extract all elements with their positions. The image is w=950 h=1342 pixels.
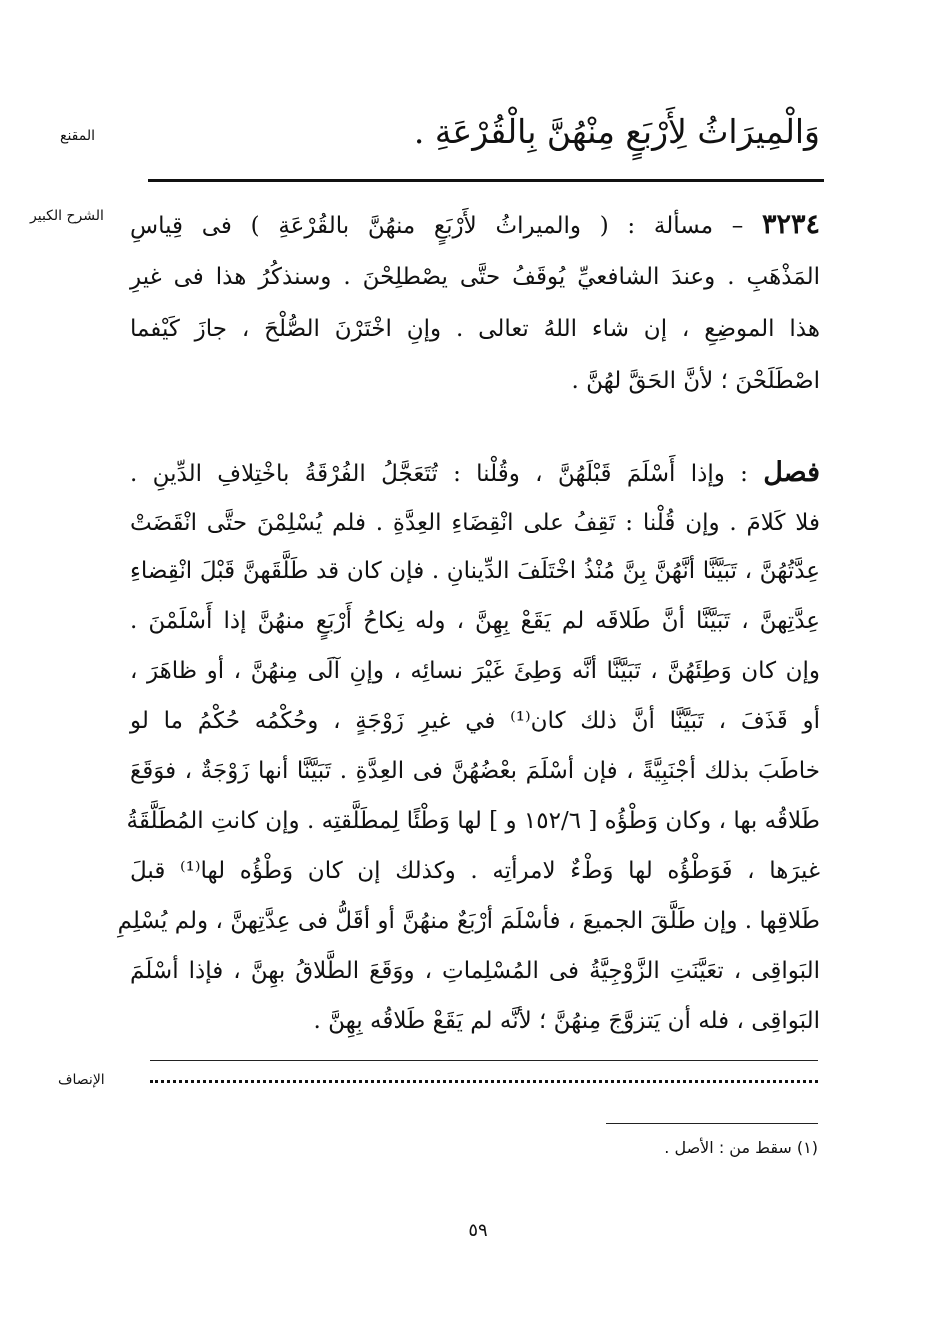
paragraph2-line-8: طَلاقُه بها ، وكان وَطْؤُه [ ١٥٢/٦ و ] لها وَطْئًا لِمطَلَّقتِه . وإن كانتِ المُطَلَّقَةُ <box>126 808 820 834</box>
paragraph2-line-9: غيرَها ، فَوَطْؤُه لها وَطْءٌ لامرأتِه . وكذلك إن كان وَطْؤُه لها⁽¹⁾ قبلَ <box>130 858 820 884</box>
paragraph2-line-4: عِدَّتِهنَّ ، تَبَيَّنَّا أنَّ طَلاقَه لم يَقَعْ بِهِنَّ ، وله نِكاحُ أَرْبَعٍ منهُنَّ إذا أَسْلَمْنَ . <box>130 608 820 634</box>
footnote-rule <box>606 1123 818 1124</box>
header-text: وَالْمِيرَاثُ لِأَرْبَعٍ مِنْهُنَّ بِالْقُرْعَةِ . <box>413 112 820 151</box>
paragraph2-line-7: خاطَبَ بذلك أجْنَبِيَّةً ، فإن أسْلَمَ بعْضُهُنَّ فى العِدَّةِ . تَبَيَّنَّا أنها زَوْجَةٌ ، فوَقَعَ <box>130 758 820 784</box>
issue-number: ٣٢٣٤ <box>761 209 820 240</box>
paragraph2-line-3: عِدَّتُهُنَّ ، تَبَيَّنَّا أنَّهُنَّ بِنَّ مُنْذُ اخْتَلَفَ الدِّينانِ . فإن كان قد طَلَّقَهنَّ قَبْلَ انْقِضاءِ <box>130 558 820 584</box>
paragraph2-line-2: فلا كَلامَ . وإن قُلْنا : تَقِفُ على انْقِضَاءِ العِدَّةِ . فلم يُسْلِمْنَ حتَّى انْقَضَتْ <box>130 510 820 536</box>
paragraph2-line-5: وإن كان وَطِئَهُنَّ ، تَبَيَّنَّا أنَّه وَطِئَ غَيْرَ نسائِه ، وإنِ آلَى مِنهُنَّ ، أو ظاهَرَ ، <box>130 658 820 684</box>
footnote: (١) سقط من : الأصل . <box>664 1138 818 1157</box>
paragraph1-line-1: ٣٢٣٤ – مسألة : ( والميراثُ لأَرْبَعٍ منهُنَّ بالقُرْعَةِ ) فى قِياسِ <box>130 209 820 240</box>
paragraph2-line-10: طَلاقِها . وإن طَلَّقَ الجميعَ ، فأسْلَمَ أرْبَعٌ منهُنَّ أو أقَلُّ فى عِدَّتِهنَّ ، ولم يُسْلِمِ <box>117 908 820 934</box>
paragraph2-line-1: فصل : وإذا أَسْلَمَ قَبْلَهُنَّ ، وقُلْنا : تُتَعَجَّلُ الفُرْقَةُ باخْتِلافِ الدِّينِ . <box>130 457 820 488</box>
paragraph1-line-2: المَذْهَبِ . وعندَ الشافعيِّ يُوقَفُ حتَّى يصْطلِحْنَ . وسنذكُرُ هذا فى غيرِ <box>130 264 820 290</box>
insaf-separator-rule <box>150 1060 818 1061</box>
margin-label-insaf: الإنصاف <box>58 1072 105 1088</box>
page-number: ٥٩ <box>468 1220 488 1241</box>
header-rule <box>148 179 824 182</box>
paragraph2-line-6: أو قَذَفَ ، تَبَيَّنَّا أنَّ ذلك كان⁽¹⁾ في غيرِ زَوْجَةٍ ، وحُكْمُه حُكْمُ ما لو <box>130 708 820 734</box>
margin-label-sharh: الشرح الكبير <box>30 208 104 224</box>
paragraph2-line-11: البَواقِى ، تعَيَّنَتِ الزَّوْجِيَّةُ فى المُسْلِماتِ ، ووَقَعَ الطَّلاقُ بهِنَّ ، فإذا أسْلَمَ <box>130 958 820 984</box>
paragraph2-line-12: البَواقِى ، فله أن يَتزوَّجَ مِنهُنَّ ؛ لأنَّه لم يَقَعْ طَلاقُه بِهِنَّ . <box>313 1008 820 1034</box>
paragraph1-line-3: هذا الموضِعِ ، إن شاء اللهُ تعالى . وإنِ اخْتَرْنَ الصُّلْحَ ، جازَ كَيْفما <box>130 316 820 342</box>
insaf-dotted-line <box>150 1080 818 1083</box>
fasl-label: فصل <box>763 457 820 488</box>
paragraph1-line-4: اصْطَلَحْنَ ؛ لأنَّ الحَقَّ لهُنَّ . <box>571 368 820 394</box>
margin-label-muqni: المقنع <box>60 128 96 144</box>
